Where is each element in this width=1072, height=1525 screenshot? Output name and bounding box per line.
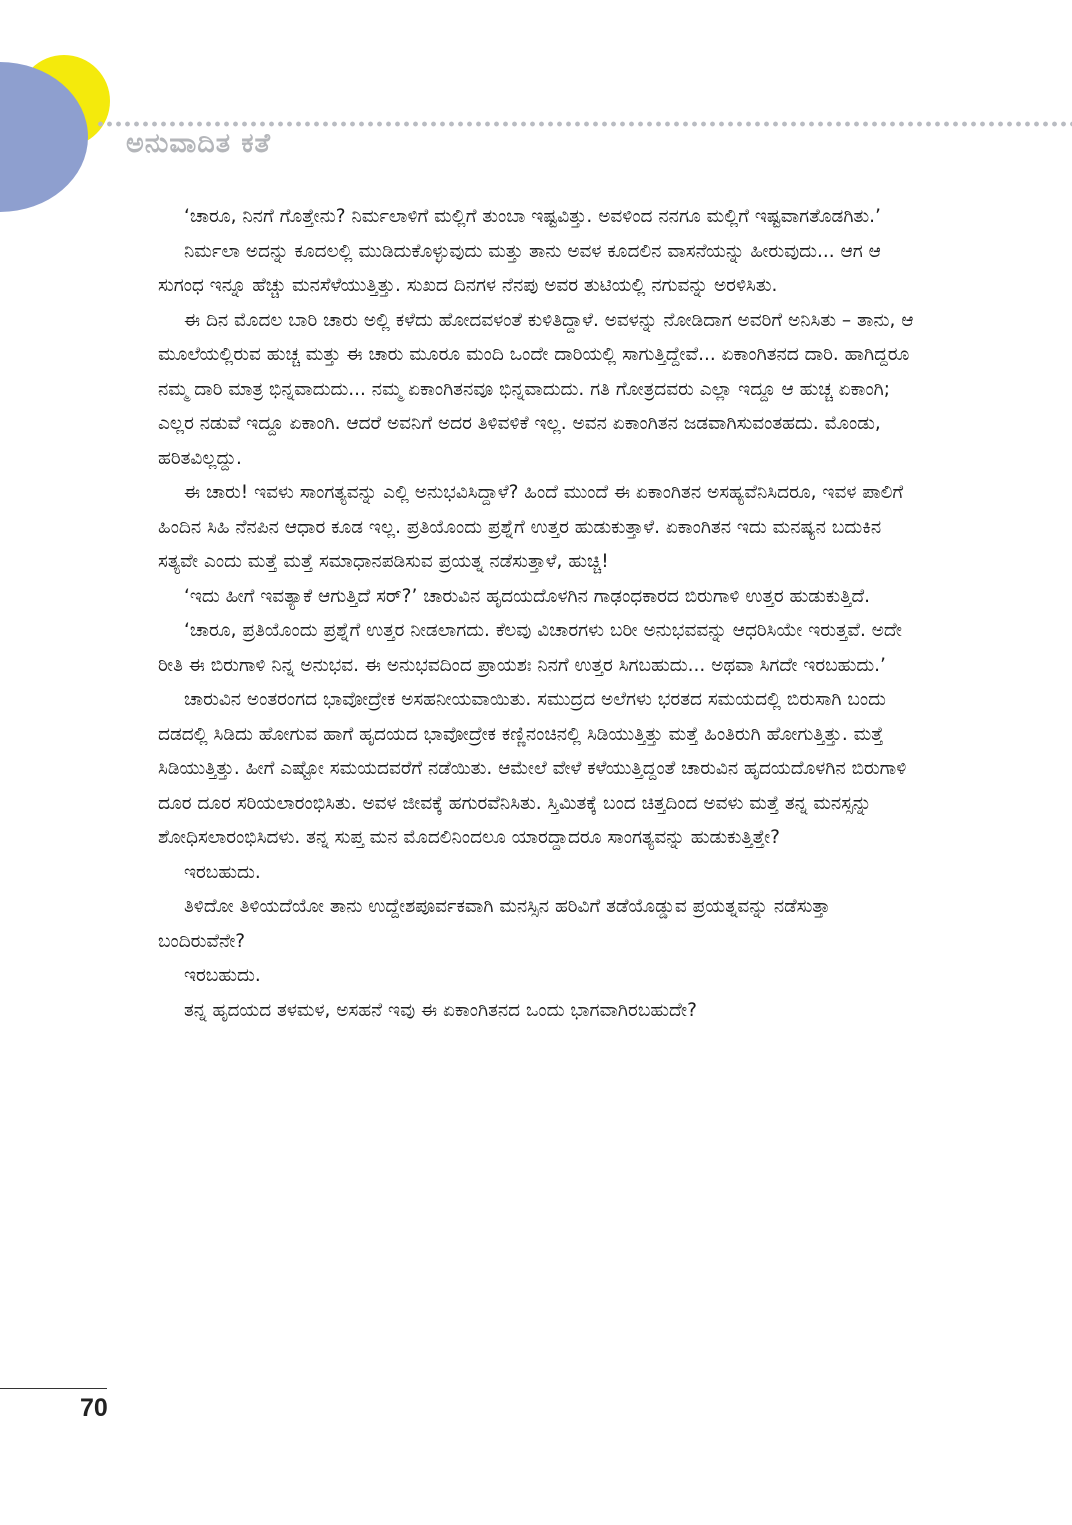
paragraph: ಚಾರುವಿನ ಅಂತರಂಗದ ಭಾವೋದ್ರೇಕ ಅಸಹನೀಯವಾಯಿತು. ಸಮುದ್ರದ ಅಲೆಗಳು ಭರತದ ಸಮಯದಲ್ಲಿ ಬಿರುಸಾಗಿ ಬಂದು ದಡದಲ್ಲಿ ಸಿಡಿದು ಹೋಗುವ ಹಾಗೆ ಹೃದಯದ ಭಾವೋದ್ರೇಕ ಕಣ್ಣಿನಂಚಿನಲ್ಲಿ ಸಿಡಿಯುತ್ತಿತ್ತು ಮತ್ತೆ ಹಿಂತಿರುಗಿ ಹೋಗುತ್ತಿತ್ತು. ಮತ್ತೆ ಸಿಡಿಯುತ್ತಿತ್ತು. ಹೀಗೆ ಎಷ್ಟೋ ಸಮಯದವರೆಗೆ ನಡೆಯಿತು. ಆಮೇಲೆ ವೇಳೆ ಕಳೆಯುತ್ತಿದ್ದಂತೆ ಚಾರುವಿನ ಹೃದಯದೊಳಗಿನ ಬಿರುಗಾಳಿ ದೂರ ದೂರ ಸರಿಯಲಾರಂಭಿಸಿತು. ಅವಳ ಜೀವಕ್ಕೆ ಹಗುರವೆನಿಸಿತು. ಸ್ತಿಮಿತಕ್ಕೆ ಬಂದ ಚಿತ್ತದಿಂದ ಅವಳು ಮತ್ತೆ ತನ್ನ ಮನಸ್ಸನ್ನು ಶೋಧಿಸಲಾರಂಭಿಸಿದಳು. ತನ್ನ ಸುಪ್ತ ಮನ ಮೊದಲಿನಿಂದಲೂ ಯಾರದ್ದಾದರೂ ಸಾಂಗತ್ಯವನ್ನು ಹುಡುಕುತ್ತಿತ್ತೇ? xyxy=(158,689,907,848)
paragraph: ‘ಚಾರೂ, ಪ್ರತಿಯೊಂದು ಪ್ರಶ್ನೆಗೆ ಉತ್ತರ ನೀಡಲಾಗದು. ಕೆಲವು ವಿಚಾರಗಳು ಬರೀ ಅನುಭವವನ್ನು ಆಧರಿಸಿಯೇ ಇರುತ್ತವೆ. ಅದೇ ರೀತಿ ಈ ಬಿರುಗಾಳಿ ನಿನ್ನ ಅನುಭವ. ಈ ಅನುಭವದಿಂದ ಪ್ರಾಯಶಃ ನಿನಗೆ ಉತ್ತರ ಸಿಗಬಹುದು... ಅಥವಾ ಸಿಗದೇ ಇರಬಹುದು.’ xyxy=(158,620,902,676)
paragraph: ಇರಬಹುದು. xyxy=(184,965,261,986)
paragraph: ‘ಚಾರೂ, ನಿನಗೆ ಗೊತ್ತೇನು? ನಿರ್ಮಲಾಳಿಗೆ ಮಲ್ಲಿಗೆ ತುಂಬಾ ಇಷ್ಟವಿತ್ತು. ಅವಳಿಂದ ನನಗೂ ಮಲ್ಲಿಗೆ ಇಷ್ಟವಾಗತೊಡಗಿತು.’ xyxy=(184,206,881,227)
dotted-header-rule xyxy=(96,120,1072,128)
paragraph: ತಿಳಿದೋ ತಿಳಿಯದೆಯೋ ತಾನು ಉದ್ದೇಶಪೂರ್ವಕವಾಗಿ ಮನಸ್ಸಿನ ಹರಿವಿಗೆ ತಡೆಯೊಡ್ಡುವ ಪ್ರಯತ್ನವನ್ನು ನಡೆಸುತ್ತಾ ಬಂದಿರುವೆನೇ? xyxy=(158,896,831,952)
paragraph: ‘ಇದು ಹೀಗೆ ಇವತ್ಯಾಕೆ ಆಗುತ್ತಿದೆ ಸರ್?’ ಚಾರುವಿನ ಹೃದಯದೊಳಗಿನ ಗಾಢಂಧಕಾರದ ಬಿರುಗಾಳಿ ಉತ್ತರ ಹುಡುಕುತ್ತಿದೆ. xyxy=(184,585,871,607)
section-title: ಅನುವಾದಿತ ಕತೆ xyxy=(126,128,271,159)
page-number: 70 xyxy=(80,1394,108,1422)
paragraph: ಈ ಚಾರು! ಇವಳು ಸಾಂಗತ್ಯವನ್ನು ಎಲ್ಲಿ ಅನುಭವಿಸಿದ್ದಾಳೆ? ಹಿಂದೆ ಮುಂದೆ ಈ ಏಕಾಂಗಿತನ ಅಸಹ್ಯವೆನಿಸಿದರೂ, ಇವಳ ಪಾಲಿಗೆ ಹಿಂದಿನ ಸಿಹಿ ನೆನಪಿನ ಆಧಾರ ಕೂಡ ಇಲ್ಲ. ಪ್ರತಿಯೊಂದು ಪ್ರಶ್ನೆಗೆ ಉತ್ತರ ಹುಡುಕುತ್ತಾಳೆ. ಏಕಾಂಗಿತನ ಇದು ಮನಷ್ಯನ ಬದುಕಿನ ಸತ್ಯವೇ ಎಂದು ಮತ್ತೆ ಮತ್ತೆ ಸಮಾಧಾನಪಡಿಸುವ ಪ್ರಯತ್ನ ನಡೆಸುತ್ತಾಳೆ, ಹುಚ್ಚಿ! xyxy=(158,482,904,572)
paragraph: ನಿರ್ಮಲಾ ಅದನ್ನು ಕೂದಲಲ್ಲಿ ಮುಡಿದುಕೊಳ್ಳುವುದು ಮತ್ತು ತಾನು ಅವಳ ಕೂದಲಿನ ವಾಸನೆಯನ್ನು ಹೀರುವುದು... ಆಗ ಆ ಸುಗಂಧ ಇನ್ನೂ ಹೆಚ್ಚು ಮನಸೆಳೆಯುತ್ತಿತ್ತು. ಸುಖದ ದಿನಗಳ ನೆನಪು ಅವರ ತುಟಿಯಲ್ಲಿ ನಗುವನ್ನು ಅರಳಿಸಿತು. xyxy=(158,240,881,296)
story-body xyxy=(158,200,918,1028)
paragraph: ಈ ದಿನ ಮೊದಲ ಬಾರಿ ಚಾರು ಅಲ್ಲಿ ಕಳೆದು ಹೋದವಳಂತೆ ಕುಳಿತಿದ್ದಾಳೆ. ಅವಳನ್ನು ನೋಡಿದಾಗ ಅವರಿಗೆ ಅನಿಸಿತು – ತಾನು, ಆ ಮೂಲೆಯಲ್ಲಿರುವ ಹುಚ್ಚ ಮತ್ತು ಈ ಚಾರು ಮೂರೂ ಮಂದಿ ಒಂದೇ ದಾರಿಯಲ್ಲಿ ಸಾಗುತ್ತಿದ್ದೇವೆ... ಏಕಾಂಗಿತನದ ದಾರಿ. ಹಾಗಿದ್ದರೂ ನಮ್ಮ ದಾರಿ ಮಾತ್ರ ಭಿನ್ನವಾದುದು... ನಮ್ಮ ಏಕಾಂಗಿತನವೂ ಭಿನ್ನವಾದುದು. ಗತಿ ಗೋತ್ರದವರು ಎಲ್ಲಾ ಇದ್ದೂ ಆ ಹುಚ್ಚ ಏಕಾಂಗಿ; ಎಲ್ಲರ ನಡುವೆ ಇದ್ದೂ ಏಕಾಂಗಿ. ಆದರೆ ಅವನಿಗೆ ಅದರ ತಿಳಿವಳಿಕೆ ಇಲ್ಲ. ಅವನ ಏಕಾಂಗಿತನ ಜಡವಾಗಿಸುವಂತಹದು. ಮೊಂಡು, ಹರಿತವಿಲ್ಲದ್ದು. xyxy=(158,309,914,469)
paragraph: ತನ್ನ ಹೃದಯದ ತಳಮಳ, ಅಸಹನೆ ಇವು ಈ ಏಕಾಂಗಿತನದ ಒಂದು ಭಾಗವಾಗಿರಬಹುದೇ? xyxy=(184,999,697,1021)
footer-rule xyxy=(0,1388,107,1389)
paragraph: ಇರಬಹುದು. xyxy=(184,861,261,883)
